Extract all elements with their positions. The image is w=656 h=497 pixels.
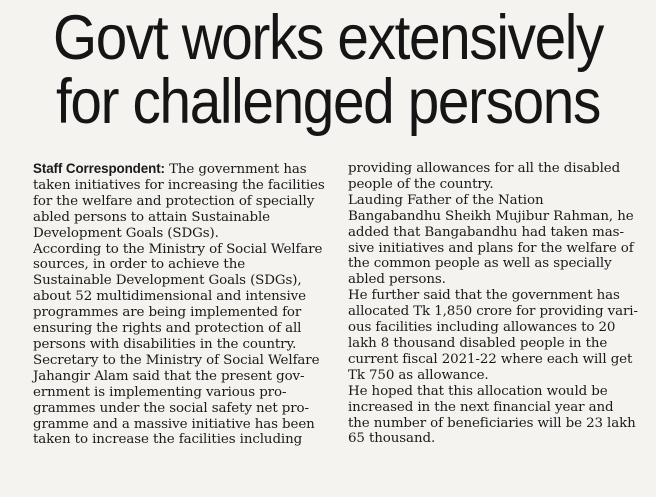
byline: Staff Correspondent: <box>33 161 165 176</box>
article-line-first <box>33 161 340 178</box>
article-line: the common people as well as specially <box>348 256 612 272</box>
article-line: sive initiatives and plans for the welfare of <box>348 240 634 256</box>
article-line: taken initiatives for increasing the facilities <box>33 177 325 193</box>
article-line: programmes are being implemented for <box>33 305 302 321</box>
article-line: for the welfare and protection of specially <box>33 193 315 209</box>
article-line: abled persons. <box>348 272 446 288</box>
headline-line-1: Govt works extensively <box>52 3 604 73</box>
article-column-right <box>348 161 644 447</box>
article-line: He further said that the government has <box>348 288 620 304</box>
article-line: Bangabandhu Sheikh Mujibur Rahman, he <box>348 208 634 224</box>
article-line: about 52 multidimensional and intensive <box>33 289 306 305</box>
article-line: current fiscal 2021-22 where each will get <box>348 351 633 367</box>
article-line: According to the Ministry of Social Welfare <box>33 241 323 257</box>
article-line: 65 thousand. <box>348 431 436 447</box>
article-line: people of the country. <box>348 176 494 192</box>
article-line: abled persons to attain Sustainable <box>33 209 270 225</box>
article-line: ous facilities including allowances to 20 <box>348 320 616 336</box>
article-line: allocated Tk 1,850 crore for providing vari- <box>348 304 638 320</box>
article-line: sources, in order to achieve the <box>33 257 246 273</box>
article-line: providing allowances for all the disabled <box>348 161 621 176</box>
article-line: the number of beneficiaries will be 23 lakh <box>348 415 636 431</box>
article-line: persons with disabilities in the country. <box>33 336 297 352</box>
article-line: added that Bangabandhu had taken mas- <box>348 224 624 240</box>
article-line: gramme and a massive initiative has been <box>33 416 315 432</box>
article-line: Jahangir Alam said that the present gov- <box>33 368 305 384</box>
article-line: grammes under the social safety net pro- <box>33 400 309 416</box>
article-line: ensuring the rights and protection of all <box>33 321 302 337</box>
article-line: Sustainable Development Goals (SDGs), <box>33 273 302 289</box>
article-line: taken to increase the facilities including <box>33 432 303 448</box>
headline-line-2: for challenged persons <box>56 67 600 137</box>
article-line: Development Goals (SDGs). <box>33 225 219 241</box>
article-text: The government has <box>164 162 307 177</box>
article-line: increased in the next financial year and <box>348 399 614 415</box>
article-line: He hoped that this allocation would be <box>348 383 608 399</box>
article-line: Lauding Father of the Nation <box>348 192 544 208</box>
article-line: Secretary to the Ministry of Social Welfare <box>33 352 320 368</box>
article-line: ernment is implementing various pro- <box>33 384 287 400</box>
headline <box>33 3 623 137</box>
article-line: lakh 8 thousand disabled people in the <box>348 335 608 351</box>
article-line: Tk 750 as allowance. <box>348 367 489 383</box>
article-column-left <box>33 161 340 448</box>
